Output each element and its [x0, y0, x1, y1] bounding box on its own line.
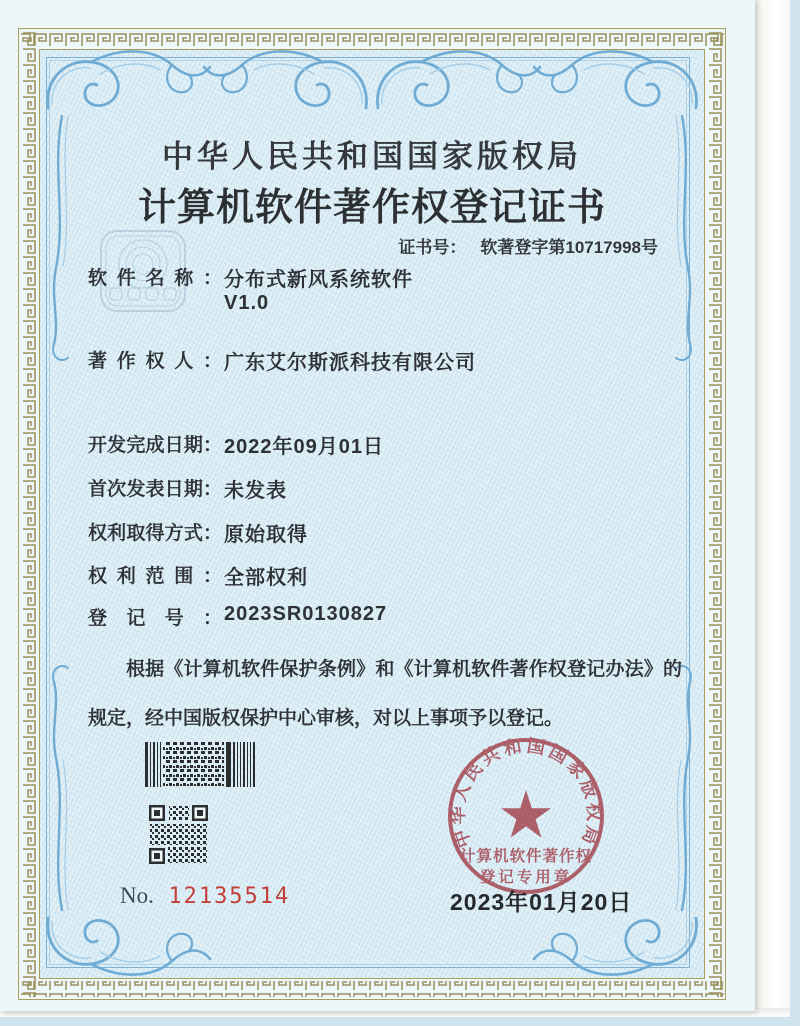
- field-value: V1.0: [224, 292, 270, 314]
- scan-edge-right: [790, 0, 800, 1026]
- field-row-copyright-owner: [88, 346, 476, 374]
- field-row-registration-number: [88, 603, 388, 629]
- scan-edge-bottom: [0, 1017, 800, 1026]
- field-label: 登记号：: [88, 608, 222, 629]
- field-value: 分布式新风系统软件: [224, 269, 413, 291]
- official-stamp: [440, 730, 612, 902]
- certificate-title: 计算机软件著作权登记证书: [137, 187, 606, 229]
- field-label: 权利取得方式：: [88, 523, 222, 544]
- barcode-2d-icon: [145, 742, 255, 787]
- stamp-ring-text: 中华人民共和国国家版权局: [447, 735, 605, 851]
- serial-label: No.: [120, 883, 154, 908]
- registration-statement: 根据《计算机软件保护条例》和《计算机软件著作权登记办法》的规定，经中国版权保护中心审核，对以上事项予以登记。: [88, 659, 682, 729]
- certificate-number-value: 软著登字第10717998号: [480, 238, 658, 257]
- certificate-number-label: 证书号：: [398, 238, 467, 257]
- issuing-authority: 中华人民共和国国家版权局: [162, 139, 582, 174]
- field-label: 著作权人：: [88, 351, 222, 372]
- serial-number: 12135514: [168, 884, 291, 909]
- stamp-line2: 登记专用章: [479, 869, 573, 886]
- field-value: 2023SR0130827: [224, 603, 388, 625]
- certificate-number-line: [38, 233, 658, 258]
- issue-date: 2023年01月20日: [450, 889, 633, 915]
- field-row-completion-date: [88, 430, 384, 458]
- field-row-software-name: [88, 263, 413, 291]
- field-label: 权利范围：: [88, 566, 222, 587]
- field-value: 2022年09月01日: [224, 436, 384, 458]
- field-value: 广东艾尔斯派科技有限公司: [224, 352, 476, 374]
- qr-code-icon: [149, 805, 208, 864]
- field-label: 软件名称：: [88, 268, 222, 289]
- star-icon: [501, 790, 551, 838]
- field-row-acquisition-method: [88, 518, 308, 546]
- serial-number-line: [120, 883, 290, 909]
- field-value: 原始取得: [224, 524, 308, 546]
- field-label: 首次发表日期：: [88, 479, 222, 500]
- field-value: 未发表: [224, 480, 287, 502]
- stamp-line1: 计算机软件著作权: [459, 848, 593, 865]
- field-row-first-publication: [88, 474, 287, 502]
- field-value: 全部权利: [224, 567, 308, 589]
- field-row-rights-scope: [88, 561, 308, 589]
- field-label: 开发完成日期：: [88, 435, 222, 456]
